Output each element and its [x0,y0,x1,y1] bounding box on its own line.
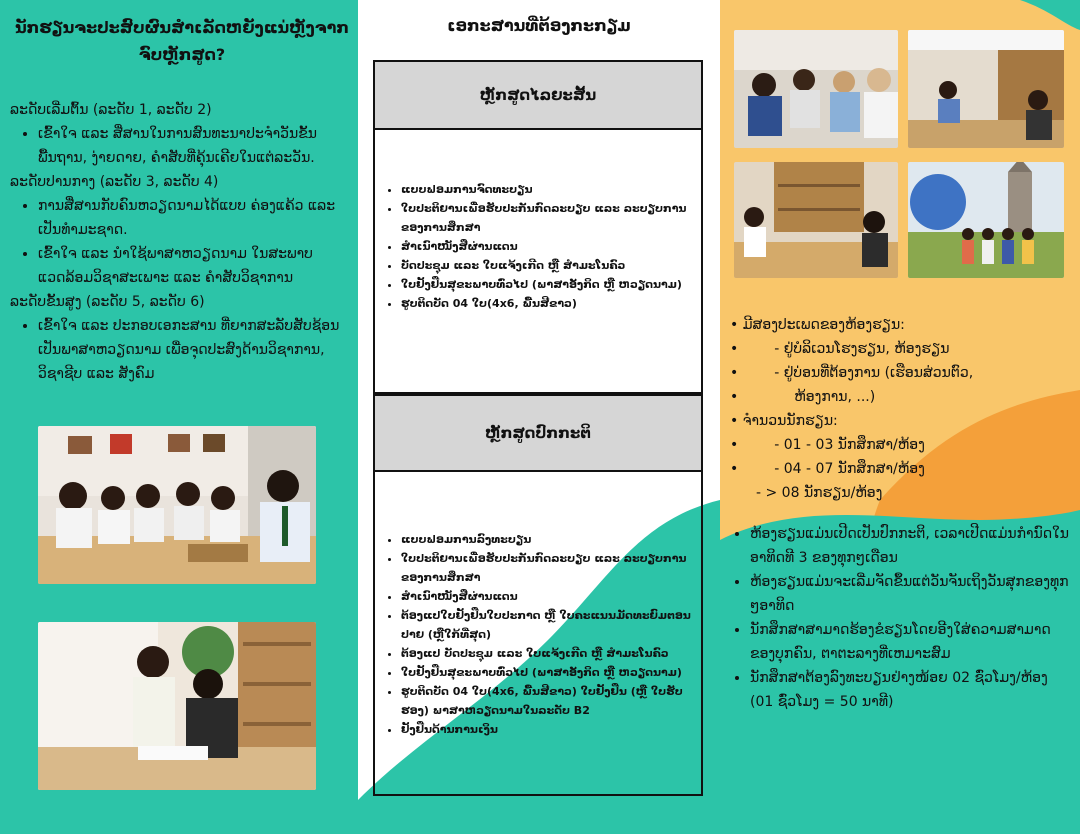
left-panel [0,0,358,834]
level-item: • ການສື່ສານກັບຄົນຫວຽດນາມໄດ້ແບບ ຄ່ອງແຄ້ວ ແລະ ເປັນທຳມະຊາດ. [38,194,350,242]
regular-course-list [375,530,701,739]
level-label: ລະດັບປານກາງ (ລະດັບ 3, ລະດັບ 4) [10,174,219,190]
info-row: • ມີສອງປະເພດຂອງຫ້ອງຮຽນ: [730,317,905,333]
level-item: • ເຂົ້າໃຈ ແລະ ປະກອບເອກະສານ ທີ່ຍາກສະລັບສັບຊ້ອນເປັນພາສາຫວຽດນາມ ເພື່ອຈຸດປະສົງດ້ານວິຊາການ, ວິຊາຊີບ ແລະ ສັງຄົມ [38,314,350,386]
photo-outdoor-group [908,162,1064,278]
info-row: • - 04 - 07 ນັກສຶກສາ/ຫ້ອງ [730,461,925,477]
short-course-list [375,180,701,313]
photo-office-group [38,426,316,584]
short-course-box [373,60,703,394]
middle-panel [358,0,720,834]
document-item: • ໃບປະຕິຍານເພື່ອຮັບປະກັນກົດລະບຽບ ແລະ ລະບຽບການຂອງການສຶກສາ [401,549,701,587]
document-item: • ຮູບຕິດບັດ 04 ໃບ(4x6, ພື້ນສີຂາວ) ໃບຢັ້ງຢືນ (ຫຼື ໃບຮັບຮອງ) ພາສາຫວຽດນາມໃນລະດັບ B2 [401,682,701,720]
document-item: • ຢັ້ງຢືນດ້ານການເງິນ [401,720,701,739]
level-item: • ເຂົ້າໃຈ ແລະ ສື່ສານໃນການສົນທະນາປະຈຳວັນຂັ້ນພື້ນຖານ, ງ່າຍດາຍ, ຄຳສັບທີ່ຄຸ້ນເຄີຍໃນແຕ່ລະວັນ. [38,122,350,170]
middle-title: ເອກະສານທີ່ຕ້ອງກະກຽມ [447,16,631,35]
regular-course-box [373,394,703,796]
document-item: • ຕ້ອງແປໃບຢັ້ງຢືນໃບປະກາດ ຫຼື ໃບຄະແນນມັດທະຍົມຕອນປາຍ (ຫຼືໃກ້ທີ່ສຸດ) [401,606,701,644]
document-item: • ຕ້ອງແປ ບັດປະຊຸມ ແລະ ໃບແຈ້ງເກີດ ຫຼື ສຳມະໂນຄົວ [401,644,701,663]
regular-course-heading: ຫຼັກສູດປົກກະຕິ [375,396,701,472]
document-item: • ແບບຟອມການລົງທະບຽນ [401,530,701,549]
level-item: • ເຂົ້າໃຈ ແລະ ນຳໃຊ້ພາສາຫວຽດນາມ ໃນສະພາບແວດລ້ອມວິຊາສະເພາະ ແລະ ຄຳສັບວິຊາການ [38,242,350,290]
short-course-heading: ຫຼັກສູດໄລຍະສັ້ນ [375,62,701,130]
info-row: • ຫ້ອງການ, ...) [730,389,876,405]
document-item: • ຮູບຕິດບັດ 04 ໃບ(4x6, ພື້ນສີຂາວ) [401,294,701,313]
level-label: ລະດັບເລີ່ມຕົ້ນ (ລະດັບ 1, ລະດັບ 2) [10,102,212,118]
document-item: • ໃບປະຕິຍານເພື່ອຮັບປະກັນກົດລະບຽບ ແລະ ລະບຽບການຂອງການສຶກສາ [401,199,701,237]
schedule-item: • ນັກສຶກສາສາມາດຮ້ອງຂໍຮຽນໂດຍອີງໃສ່ຄວາມສາມາດຂອງບຸກຄົນ, ຕາຕະລາງທີ່ເຫມາະສົມ [750,618,1075,666]
document-item: • ໃບຢັ້ງຢືນສຸຂະພາບທົ່ວໄປ (ພາສາອັງກິດ ຫຼື ຫວຽດນາມ) [401,663,701,682]
info-row: • ຈຳນວນນັກຮຽນ: [730,413,838,429]
info-row: - > 08 ນັກຮຽນ/ຫ້ອງ [756,485,883,501]
schedule-list [730,522,1075,714]
info-row: • - ຢູ່ບໍລິເວນໂຮງຮຽນ, ຫ້ອງຮຽນ [730,341,950,357]
document-item: • ສຳເນົາໜັງສືຜ່ານແດນ [401,587,701,606]
document-item: • ສຳເນົາໜັງສືຜ່ານແດນ [401,237,701,256]
photo-group-classroom [734,30,898,148]
document-item: • ໃບຢັ້ງຢືນສຸຂະພາບທົ່ວໄປ (ພາສາອັງກິດ ຫຼື ຫວຽດນາມ) [401,275,701,294]
outcomes-list [10,98,350,386]
info-row: • - 01 - 03 ນັກສຶກສາ/ຫ້ອງ [730,437,925,453]
schedule-item: • ນັກສຶກສາຕ້ອງລົງທະບຽນຢ່າງໜ້ອຍ 02 ຊົ່ວໂມງ/ຫ້ອງ (01 ຊົ່ວໂມງ = 50 ນາທີ) [750,666,1075,714]
left-title: ນັກຮຽນຈະປະສົບຜົນສຳເລັດຫຍັງແນ່ຫຼັງຈາກຈົບຫຼັກສູດ? [14,18,350,64]
photo-study-room [908,30,1064,148]
schedule-item: • ຫ້ອງຮຽນແມ່ນເປີດເປັນປົກກະຕິ, ເວລາເປີດແມ່ນກຳນົດໃນອາທິດທີ 3 ຂອງທຸກໆເດືອນ [750,522,1075,570]
photo-library-students [734,162,898,278]
info-row: • - ຢູ່ບ່ອນທີ່ຕ້ອງການ (ເຮືອນສ່ວນຕົວ, [730,365,974,381]
document-item: • ບັດປະຊຸມ ແລະ ໃບແຈ້ງເກີດ ຫຼື ສຳມະໂນຄົວ [401,256,701,275]
schedule-item: • ຫ້ອງຮຽນແມ່ນຈະເລີ່ມຈັດຂຶ້ນແຕ່ວັນຈັນເຖິງວັນສຸກຂອງທຸກໆອາທິດ [750,570,1075,618]
level-label: ລະດັບຂັ້ນສູງ (ລະດັບ 5, ລະດັບ 6) [10,294,205,310]
right-panel [720,0,1080,834]
class-info-list [730,313,1075,505]
photo-teacher-student [38,622,316,790]
document-item: • ແບບຟອມການຈົດທະບຽນ [401,180,701,199]
